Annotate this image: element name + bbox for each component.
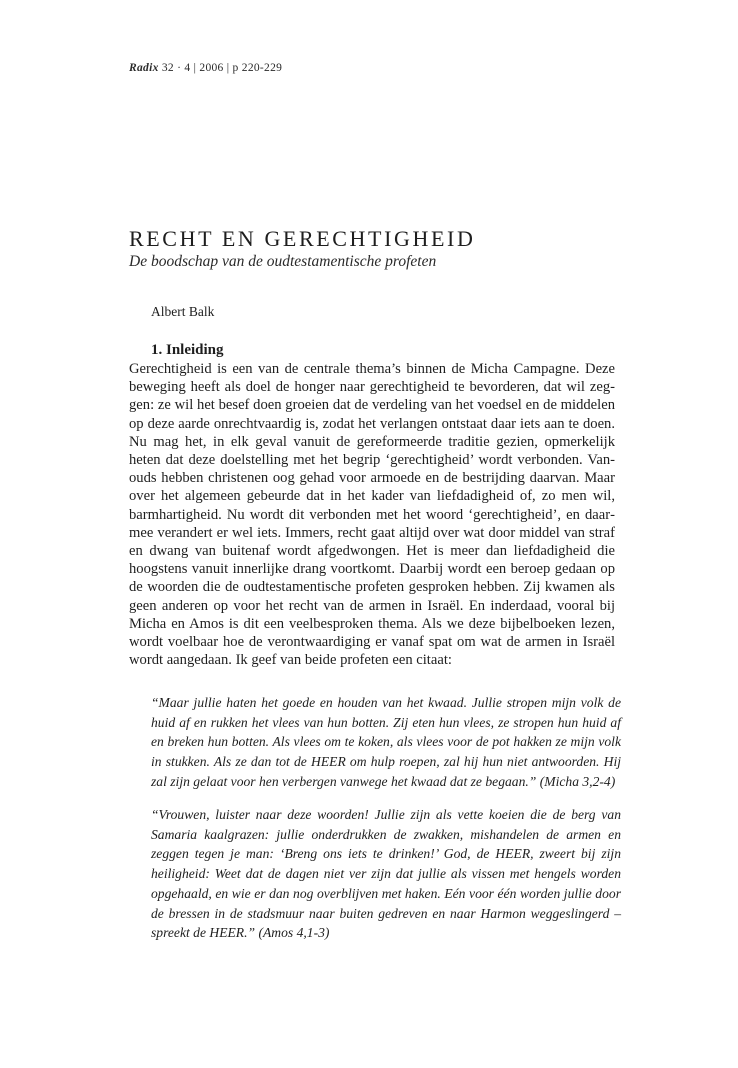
title-block <box>129 226 629 272</box>
issue-details: 32 · 4 | 2006 | p 220-229 <box>161 62 283 74</box>
article-subtitle: De boodschap van de oudtestamentische profeten <box>129 253 437 270</box>
quote-amos: “Vrouwen, luister naar deze woorden! Jullie zijn als vette koeien die de berg van Samaria kaalgrazen: jullie onderdrukken de zwakken, mishandelen de armen en zeggen tegen je man: ‘Breng ons iets te drinken!’ God, de HEER, zweert bij zijn heiligheid: Weet dat de dagen niet ver zijn dat jullie als vissen met hengels worden opgehaald, en wie er dan nog overblijven met haken. Eén voor één worden jullie door de bressen in de stadsmuur naar buiten gedreven en naar Harmon weggeslingerd – spreekt de HEER.” (Amos 4,1-3) <box>151 807 621 941</box>
article-title: RECHT EN GERECHTIGHEID <box>129 226 476 251</box>
running-head <box>129 62 282 74</box>
section-heading: 1. Inleiding <box>151 342 224 358</box>
body-paragraph: Gerechtigheid is een van de centrale thema’s binnen de Micha Campagne. Deze beweging heeft als doel de honger naar gerechtigheid te bevorderen, dat wil zeggen: ze wil het besef doen groeien dat de verdeling van het voedsel en de middelen op deze aarde onrechtvaardig is, zodat het verlangen ontstaat daar iets aan te doen. Nu mag het, in elk geval vanuit de gereformeerde traditie gezien, opmerkelijk heten dat deze doelstelling met het begrip ‘gerechtigheid’ wordt verbonden. Vanouds hebben christenen oog gehad voor armoede en de bestrijding daarvan. Maar over het algemeen gebeurde dat in het kader van liefdadigheid of, zo men wil, barmhartigheid. Nu wordt dit verbonden met het woord ‘gerechtigheid’, en daarmee verandert er wel iets. Immers, recht gaat altijd over wat door middel van straf en dwang van buitenaf wordt afgedwongen. Het is meer dan liefdadigheid die hoogstens vanuit innerlijke drang voortkomt. Daarbij wordt een beroep gedaan op de woorden die de oudtestamentische profeten gesproken hebben. Zij kwamen als geen anderen op voor het recht van de armen in Israël. En inderdaad, vooral bij Micha en Amos is dit een veelbesproken thema. Als we deze bijbelboeken lezen, wordt voelbaar hoe de verontwaardiging er vanaf spat om wat de armen in Israël wordt aangedaan. Ik geef van beide profeten een citaat: <box>129 361 615 669</box>
section-introduction <box>129 341 615 669</box>
journal-name: Radix <box>129 62 159 74</box>
quote-micha: “Maar jullie haten het goede en houden van het kwaad. Jullie stropen mijn volk de huid af en rukken het vlees van hun botten. Zij eten hun vlees, ze stropen hun huid af en breken hun botten. Als vlees om te koken, als vlees voor de pot hakken ze mijn volk in stukken. Als ze dan tot de HEER om hulp roepen, zal hij hun niet antwoorden. Hij zal zijn gelaat voor hen verbergen vanwege het kwaad dat ze begaan.” (Micha 3,2-4) <box>151 695 621 789</box>
author-name: Albert Balk <box>151 304 215 319</box>
